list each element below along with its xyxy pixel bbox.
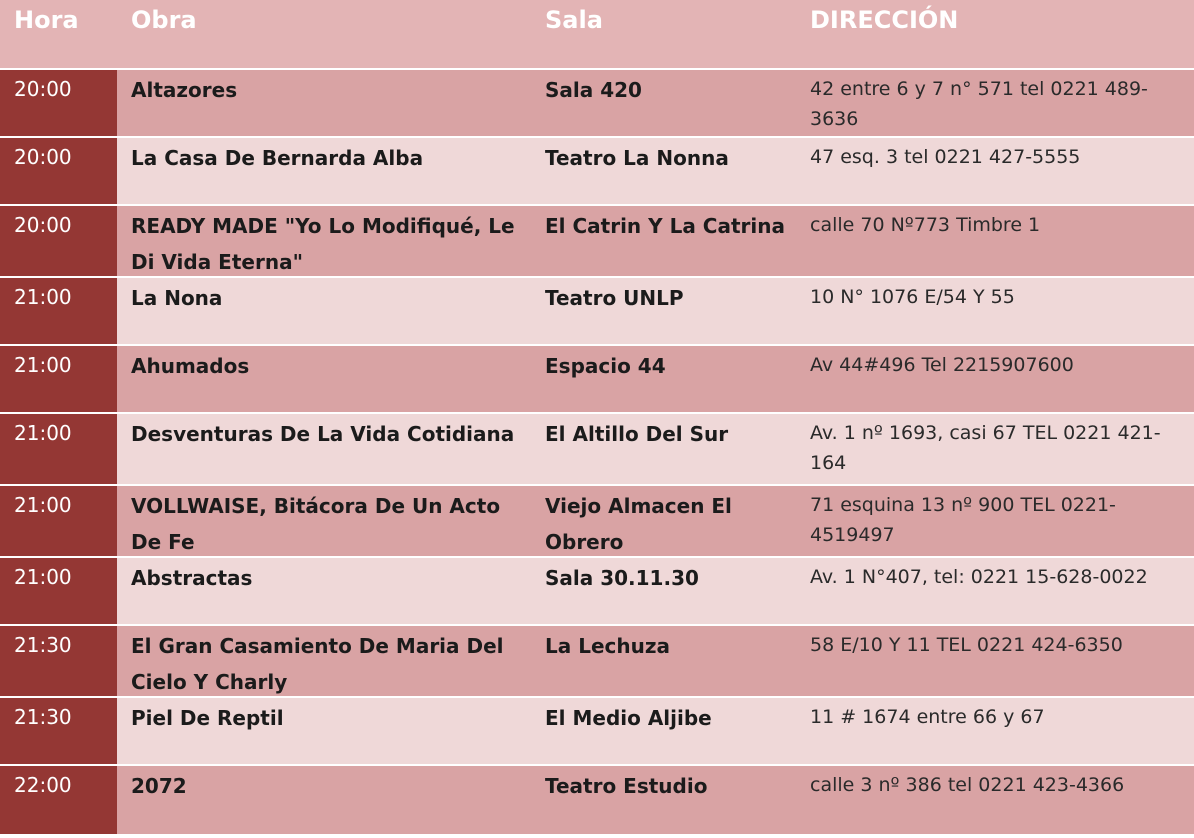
cell-hora: 21:00 [0, 558, 117, 624]
cell-obra: Desventuras De La Vida Cotidiana [117, 414, 531, 484]
cell-direccion: Av. 1 N°407, tel: 0221 15-628-0022 [796, 558, 1194, 624]
cell-obra: La Casa De Bernarda Alba [117, 138, 531, 204]
cell-obra: Abstractas [117, 558, 531, 624]
header-direccion: DIRECCIÓN [810, 6, 959, 34]
cell-direccion: Av 44#496 Tel 2215907600 [796, 346, 1194, 412]
cell-obra: Piel De Reptil [117, 698, 531, 764]
cell-hora: 21:30 [0, 626, 117, 696]
cell-obra: Altazores [117, 70, 531, 136]
cell-sala: El Altillo Del Sur [531, 414, 796, 484]
cell-hora: 21:30 [0, 698, 117, 764]
cell-direccion: 42 entre 6 y 7 n° 571 tel 0221 489-3636 [796, 70, 1194, 136]
cell-direccion: Av. 1 nº 1693, casi 67 TEL 0221 421-164 [796, 414, 1194, 484]
table-row [0, 698, 1194, 766]
cell-direccion: 47 esq. 3 tel 0221 427-5555 [796, 138, 1194, 204]
cell-obra: 2072 [117, 766, 531, 834]
cell-sala: Teatro La Nonna [531, 138, 796, 204]
table-row [0, 766, 1194, 836]
cell-hora: 21:00 [0, 278, 117, 344]
table-row [0, 70, 1194, 138]
cell-hora: 21:00 [0, 346, 117, 412]
cell-hora: 20:00 [0, 70, 117, 136]
cell-hora: 20:00 [0, 206, 117, 276]
header-hora: Hora [14, 6, 79, 34]
cell-hora: 21:00 [0, 486, 117, 556]
cell-obra: La Nona [117, 278, 531, 344]
table-row [0, 206, 1194, 278]
cell-sala: Espacio 44 [531, 346, 796, 412]
cell-hora: 22:00 [0, 766, 117, 834]
cell-obra: Ahumados [117, 346, 531, 412]
cell-sala: El Catrin Y La Catrina [531, 206, 796, 276]
table-row [0, 626, 1194, 698]
table-header [0, 0, 1194, 70]
cell-direccion: 71 esquina 13 nº 900 TEL 0221-4519497 [796, 486, 1194, 556]
table-row [0, 414, 1194, 486]
cell-sala: La Lechuza [531, 626, 796, 696]
table-row [0, 346, 1194, 414]
cell-sala: Sala 30.11.30 [531, 558, 796, 624]
cell-direccion: 11 # 1674 entre 66 y 67 [796, 698, 1194, 764]
header-sala: Sala [545, 6, 603, 34]
cell-obra: READY MADE "Yo Lo Modifiqué, Le Di Vida Eterna" [117, 206, 531, 276]
cell-direccion: 10 N° 1076 E/54 Y 55 [796, 278, 1194, 344]
cell-sala: Teatro Estudio [531, 766, 796, 834]
cell-direccion: calle 3 nº 386 tel 0221 423-4366 [796, 766, 1194, 834]
cell-sala: Teatro UNLP [531, 278, 796, 344]
cell-hora: 21:00 [0, 414, 117, 484]
cell-hora: 20:00 [0, 138, 117, 204]
cell-direccion: calle 70 Nº773 Timbre 1 [796, 206, 1194, 276]
table-row [0, 138, 1194, 206]
header-obra: Obra [131, 6, 197, 34]
cell-obra: El Gran Casamiento De Maria Del Cielo Y Charly [117, 626, 531, 696]
cell-sala: Viejo Almacen El Obrero [531, 486, 796, 556]
table-row [0, 558, 1194, 626]
cell-sala: Sala 420 [531, 70, 796, 136]
cell-obra: VOLLWAISE, Bitácora De Un Acto De Fe [117, 486, 531, 556]
cell-sala: El Medio Aljibe [531, 698, 796, 764]
cell-direccion: 58 E/10 Y 11 TEL 0221 424-6350 [796, 626, 1194, 696]
table-row [0, 278, 1194, 346]
table-row [0, 486, 1194, 558]
